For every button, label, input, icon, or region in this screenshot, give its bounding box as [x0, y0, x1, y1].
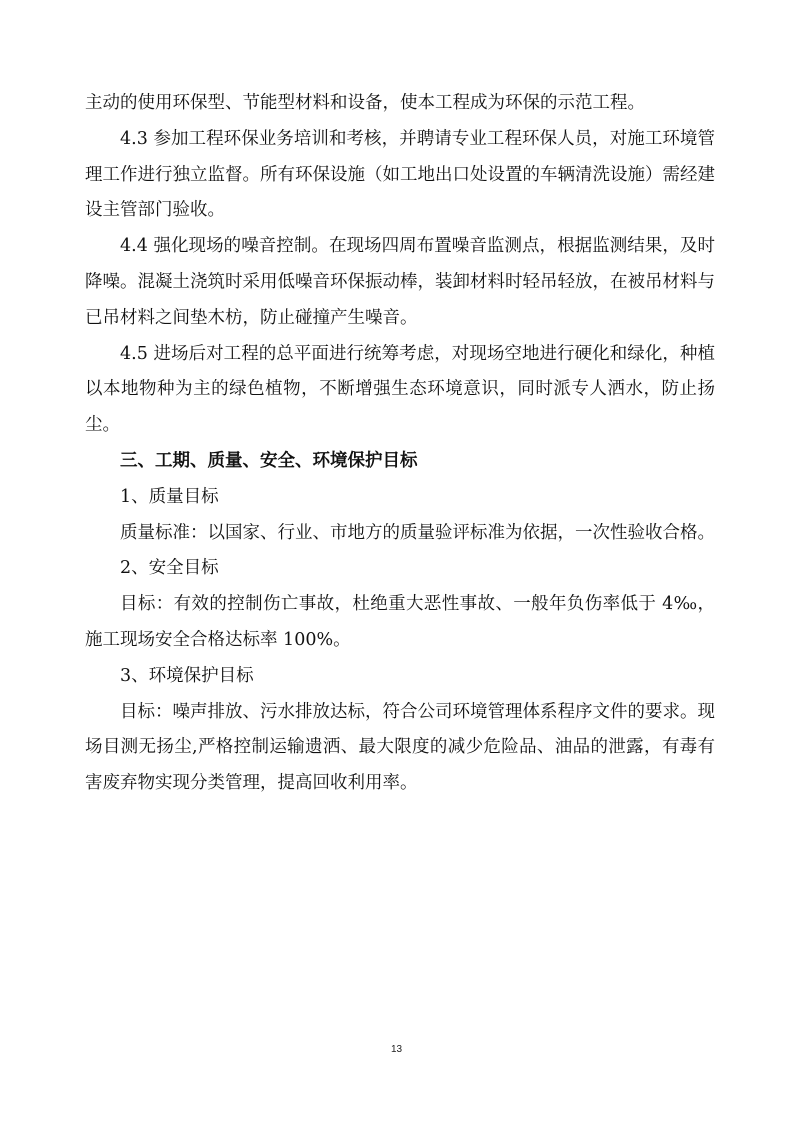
subheading-environment: 3、环境保护目标	[120, 665, 254, 686]
subheading-quality: 1、质量目标	[120, 486, 219, 507]
document-body	[85, 86, 715, 802]
paragraph-4-3: 4.3 参加工程环保业务培训和考核，并聘请专业工程环保人员，对施工环境管理工作进行独立监督。所有环保设施（如工地出口处设置的车辆清洗设施）需经建设主管部门验收。	[85, 128, 715, 221]
paragraph-continuation: 主动的使用环保型、节能型材料和设备，使本工程成为环保的示范工程。	[85, 93, 645, 113]
section-heading: 三、工期、质量、安全、环境保护目标	[120, 450, 418, 471]
subheading-safety: 2、安全目标	[120, 558, 219, 579]
paragraph-environment: 目标：噪声排放、污水排放达标，符合公司环境管理体系程序文件的要求。现场目测无扬尘,严格控制运输遗洒、最大限度的减少危险品、油品的泄露，有毒有害废弃物实现分类管理，提高回收利用率。	[85, 701, 715, 794]
paragraph-quality: 质量标准：以国家、行业、市地方的质量验评标准为依据，一次性验收合格。	[120, 522, 715, 543]
paragraph-4-5: 4.5 进场后对工程的总平面进行统筹考虑，对现场空地进行硬化和绿化，种植以本地物种为主的绿色植物，不断增强生态环境意识，同时派专人洒水，防止扬尘。	[85, 343, 715, 436]
page-number: 13	[390, 1044, 403, 1055]
paragraph-4-4: 4.4 强化现场的噪音控制。在现场四周布置噪音监测点，根据监测结果，及时降噪。混凝土浇筑时采用低噪音环保振动棒，装卸材料时轻吊轻放，在被吊材料与已吊材料之间垫木枋，防止碰撞产生噪音。	[85, 236, 715, 328]
paragraph-safety: 目标：有效的控制伤亡事故，杜绝重大恶性事故、一般年负伤率低于 4‰，施工现场安全合格达标率 100%。	[85, 594, 715, 650]
